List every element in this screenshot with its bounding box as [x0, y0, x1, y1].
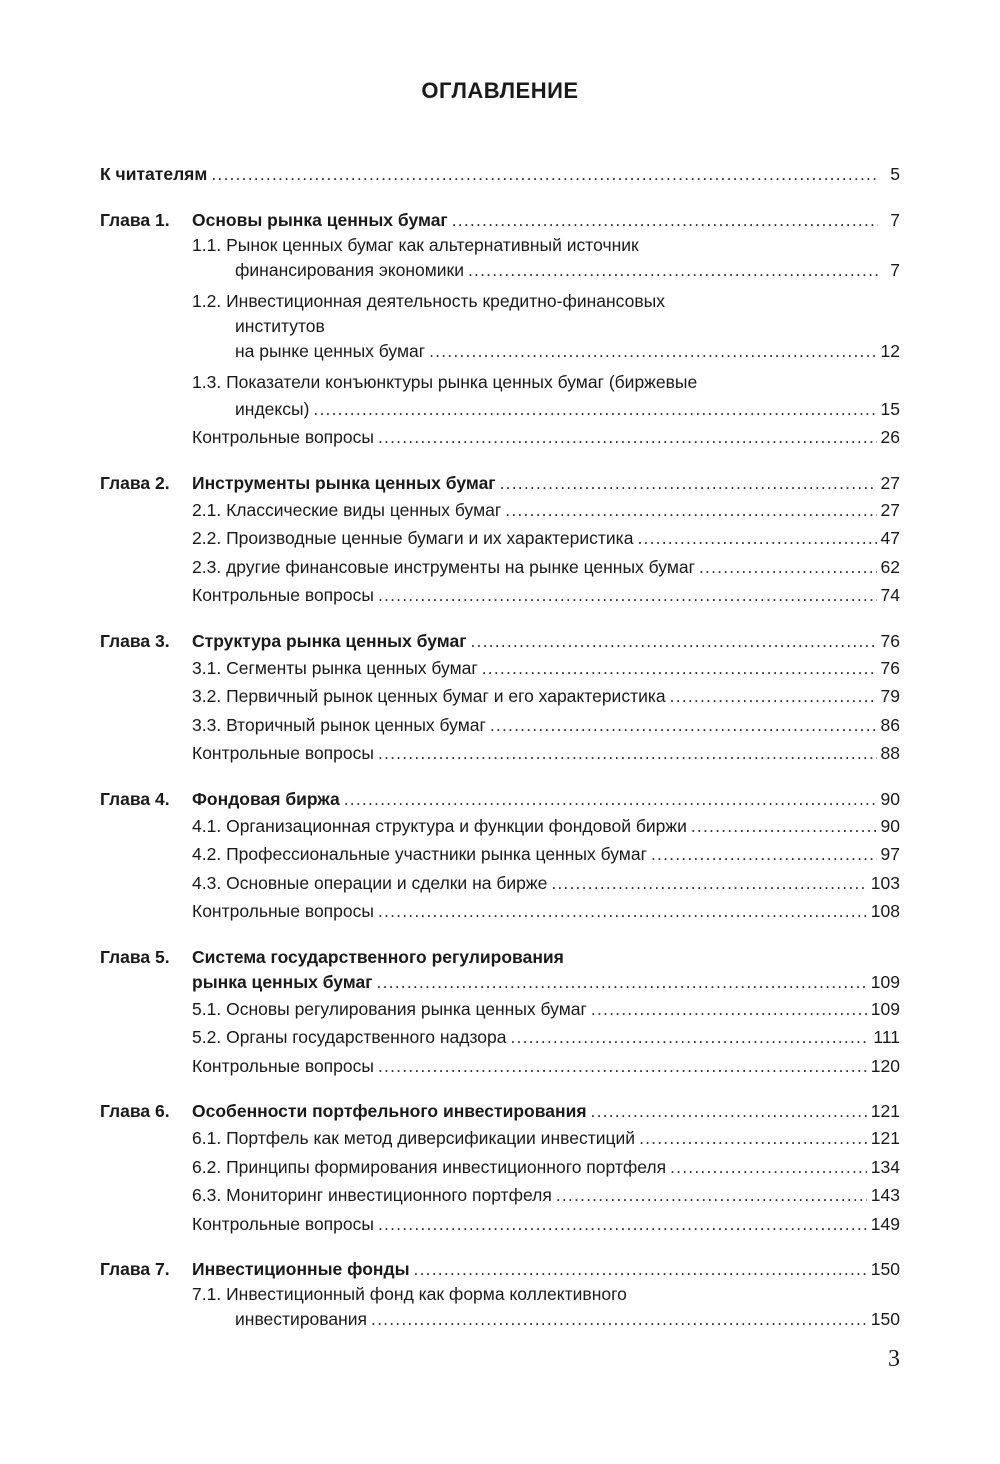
leader-dots [377, 970, 867, 995]
toc-section-1-3-cont [100, 395, 900, 424]
toc-page-number: 149 [870, 1213, 900, 1234]
section-number: 6.1. [192, 1128, 222, 1148]
leader-dots [551, 869, 866, 898]
chapter-label: Глава 7. [100, 1259, 170, 1279]
review-label: Контрольные вопросы [192, 1055, 374, 1076]
section-number: 5.1. [192, 998, 222, 1019]
section-title: Производные ценные бумаги и их характеристика [226, 528, 634, 548]
section-title-line3: на рынке ценных бумаг [235, 340, 426, 361]
section-number: 1.3. [192, 371, 222, 392]
toc-section-4-3 [100, 869, 900, 898]
section-title: Вторичный рынок ценных бумаг [226, 714, 486, 735]
chapter-label: Глава 3. [100, 630, 170, 651]
toc-section-1-1 [100, 233, 900, 258]
leader-dots [471, 629, 877, 654]
leader-dots [510, 1023, 869, 1052]
toc-page-number: 86 [880, 714, 900, 735]
toc-section-6-2 [100, 1153, 900, 1182]
section-title: Мониторинг инвестиционного портфеля [226, 1185, 552, 1205]
leader-dots [414, 1257, 867, 1282]
toc-page-number: 15 [880, 398, 900, 419]
leader-dots [378, 1052, 867, 1081]
chapter-label: Глава 5. [100, 946, 170, 967]
section-number: 7.1. [192, 1284, 222, 1304]
review-label: Контрольные вопросы [192, 427, 374, 447]
leader-dots [500, 471, 877, 496]
leader-dots [378, 897, 867, 926]
chapter-title-line2: рынка ценных бумаг [192, 971, 373, 992]
section-title-line1: Инвестиционный фонд как форма коллективного [226, 1284, 627, 1304]
toc-page-number: 27 [880, 499, 900, 520]
section-title: другие финансовые инструменты на рынке ценных бумаг [226, 556, 695, 577]
section-number: 3.2. [192, 686, 222, 706]
toc-section-3-2 [100, 682, 900, 711]
section-number: 4.2. [192, 844, 222, 864]
chapter-title: Основы рынка ценных бумаг [192, 209, 448, 230]
leader-dots [639, 1124, 867, 1153]
toc-page-number: 111 [873, 1027, 900, 1047]
toc-page-number: 47 [880, 528, 900, 548]
toc-page-number: 103 [870, 872, 900, 893]
toc-page-number: 121 [870, 1101, 900, 1121]
leader-dots [699, 553, 877, 582]
toc-chapter-2 [100, 471, 900, 496]
leader-dots [313, 395, 876, 424]
section-number: 1.1. [192, 234, 222, 255]
toc-section-2-1 [100, 496, 900, 525]
toc-page-number: 121 [870, 1128, 900, 1148]
toc-page-number: 74 [880, 585, 900, 605]
section-title: Классические виды ценных бумаг [226, 499, 502, 520]
section-number: 2.3. [192, 556, 222, 577]
leader-dots [637, 524, 876, 553]
toc-review-1 [100, 423, 900, 452]
toc-page-number: 143 [870, 1185, 900, 1205]
toc-page-number: 76 [880, 630, 900, 651]
toc-page-number: 27 [880, 472, 900, 493]
toc-chapter-5-cont [100, 970, 900, 995]
section-number: 5.2. [192, 1027, 222, 1047]
section-title-line2: инвестирования [235, 1309, 368, 1329]
toc-page-number: 134 [870, 1156, 900, 1177]
toc-section-7-1 [100, 1282, 900, 1307]
toc-chapter-5 [100, 945, 900, 970]
leader-dots [452, 208, 878, 233]
chapter-title: Фондовая биржа [192, 788, 340, 809]
section-number: 6.3. [192, 1185, 222, 1205]
toc-chapter-6 [100, 1099, 900, 1124]
leader-dots [371, 1307, 867, 1332]
chapter-title: Особенности портфельного инвестирования [192, 1101, 587, 1121]
toc-page-number: 5 [890, 164, 900, 184]
table-of-contents [100, 160, 900, 1332]
toc-review-3 [100, 739, 900, 768]
toc-page-number: 108 [870, 901, 900, 921]
section-number: 2.2. [192, 528, 222, 548]
toc-page-number: 26 [880, 427, 900, 447]
toc-section-1-2-cont2 [100, 339, 900, 364]
toc-section-7-1-cont [100, 1307, 900, 1332]
toc-page-number: 109 [870, 998, 900, 1019]
chapter-title: Инструменты рынка ценных бумаг [192, 472, 496, 493]
review-label: Контрольные вопросы [192, 743, 374, 763]
section-title: Основные операции и сделки на бирже [226, 872, 548, 893]
toc-page-number: 79 [880, 686, 900, 706]
chapter-label: Глава 4. [100, 788, 170, 809]
leader-dots [591, 995, 867, 1024]
section-title: Первичный рынок ценных бумаг и его характеристика [226, 686, 666, 706]
leader-dots [556, 1181, 867, 1210]
toc-section-4-2 [100, 840, 900, 869]
chapter-label: Глава 6. [100, 1101, 170, 1121]
toc-chapter-1 [100, 208, 900, 233]
chapter-title: Структура рынка ценных бумаг [192, 630, 467, 651]
section-number: 4.1. [192, 815, 222, 836]
leader-dots [378, 423, 877, 452]
section-number: 2.1. [192, 499, 222, 520]
section-title-line2: институтов [235, 315, 325, 336]
toc-section-6-1 [100, 1124, 900, 1153]
page-number: 3 [888, 1346, 900, 1372]
leader-dots [691, 812, 877, 841]
toc-page-number: 7 [890, 259, 900, 280]
toc-section-3-3 [100, 711, 900, 740]
chapter-title: Инвестиционные фонды [192, 1259, 410, 1279]
toc-page-number: 150 [870, 1259, 900, 1279]
section-title: Профессиональные участники рынка ценных бумаг [226, 844, 647, 864]
leader-dots [468, 258, 878, 283]
toc-preface-label: К читателям [100, 164, 208, 184]
leader-dots [591, 1099, 867, 1124]
toc-section-4-1 [100, 812, 900, 841]
review-label: Контрольные вопросы [192, 901, 374, 921]
toc-page-number: 76 [880, 657, 900, 678]
leader-dots [505, 496, 876, 525]
toc-page-number: 7 [890, 209, 900, 230]
section-title-line1: Инвестиционная деятельность кредитно-финансовых [226, 290, 665, 311]
section-title: Сегменты рынка ценных бумаг [226, 657, 478, 678]
chapter-label: Глава 1. [100, 209, 170, 230]
toc-page-number: 150 [870, 1309, 900, 1329]
toc-page-number: 12 [880, 340, 900, 361]
toc-review-6 [100, 1210, 900, 1239]
page-title: ОГЛАВЛЕНИЕ [421, 78, 579, 103]
section-title: Основы регулирования рынка ценных бумаг [226, 998, 587, 1019]
section-number: 3.3. [192, 714, 222, 735]
leader-dots [670, 682, 877, 711]
toc-section-5-1 [100, 995, 900, 1024]
toc-page-number: 97 [880, 844, 900, 864]
toc-chapter-3 [100, 629, 900, 654]
toc-section-2-2 [100, 524, 900, 553]
toc-section-1-3 [100, 370, 900, 395]
toc-section-1-2 [100, 289, 900, 314]
section-number: 3.1. [192, 657, 222, 678]
section-title: Организационная структура и функции фондовой биржи [226, 815, 687, 836]
review-label: Контрольные вопросы [192, 585, 374, 605]
toc-page-number: 120 [870, 1055, 900, 1076]
leader-dots [670, 1153, 867, 1182]
toc-section-6-3 [100, 1181, 900, 1210]
leader-dots [651, 840, 877, 869]
chapter-label: Глава 2. [100, 472, 170, 493]
chapter-title-line1: Система государственного регулирования [192, 946, 564, 967]
toc-page-number: 88 [880, 743, 900, 763]
toc-page-number: 90 [880, 788, 900, 809]
section-title-line2: индексы) [235, 398, 310, 419]
toc-chapter-7 [100, 1257, 900, 1282]
leader-dots [378, 739, 877, 768]
toc-page-number: 90 [880, 815, 900, 836]
section-title: Органы государственного надзора [226, 1027, 507, 1047]
toc-preface [100, 160, 900, 189]
toc-review-4 [100, 897, 900, 926]
leader-dots [344, 787, 877, 812]
leader-dots [429, 339, 876, 364]
section-number: 6.2. [192, 1156, 222, 1177]
toc-section-1-2-cont [100, 314, 900, 339]
section-title-line2: финансирования экономики [235, 259, 464, 280]
leader-dots [378, 1210, 867, 1239]
leader-dots [211, 160, 878, 189]
toc-chapter-4 [100, 787, 900, 812]
section-number: 1.2. [192, 290, 222, 311]
toc-review-2 [100, 581, 900, 610]
toc-review-5 [100, 1052, 900, 1081]
leader-dots [490, 711, 877, 740]
toc-page-number: 62 [880, 556, 900, 577]
section-title: Портфель как метод диверсификации инвестиций [226, 1128, 636, 1148]
leader-dots [482, 654, 877, 683]
section-number: 4.3. [192, 872, 222, 893]
section-title-line1: Показатели конъюнктуры рынка ценных бумаг (биржевые [226, 371, 698, 392]
toc-section-3-1 [100, 654, 900, 683]
toc-page-number: 109 [870, 971, 900, 992]
review-label: Контрольные вопросы [192, 1213, 374, 1234]
leader-dots [378, 581, 877, 610]
toc-section-1-1-cont [100, 258, 900, 283]
section-title: Принципы формирования инвестиционного портфеля [226, 1156, 667, 1177]
toc-section-5-2 [100, 1023, 900, 1052]
section-title-line1: Рынок ценных бумаг как альтернативный источник [226, 234, 639, 255]
toc-section-2-3 [100, 553, 900, 582]
